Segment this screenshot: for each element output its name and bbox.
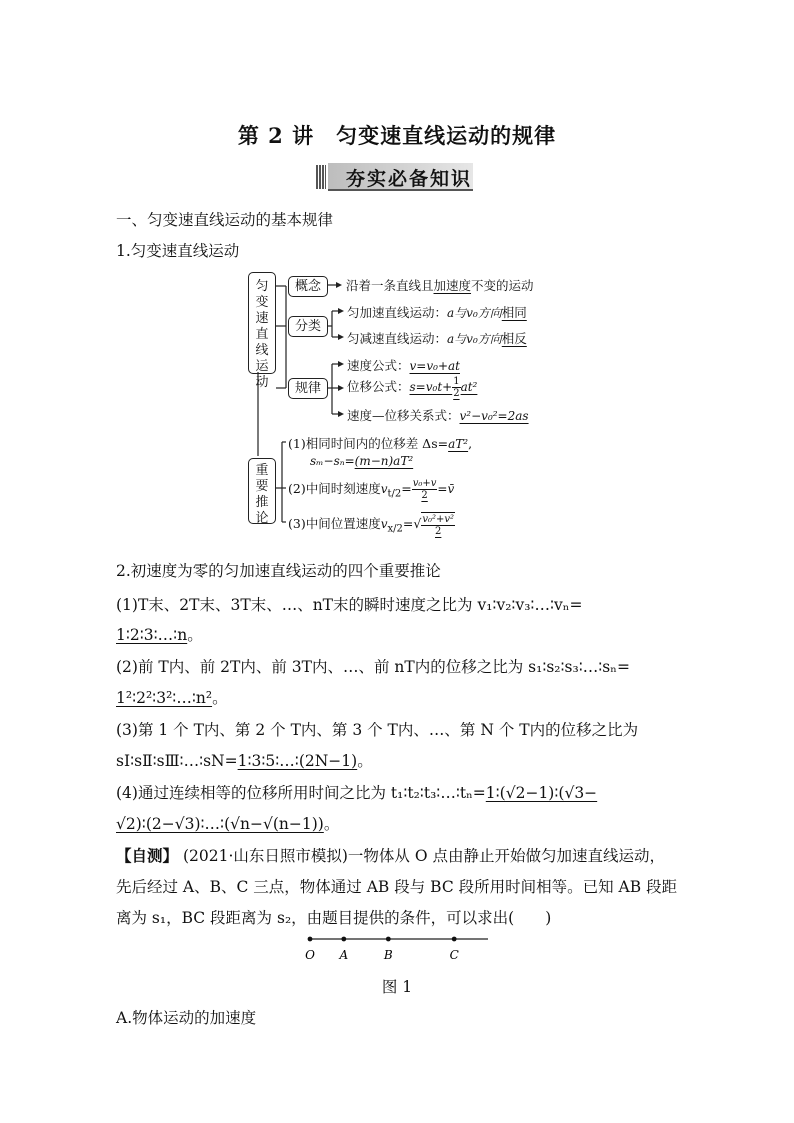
self-test-tag: 【自测】 (116, 846, 179, 865)
inference-3: (3)中间位置速度$v_{x/2}=√$ $\frac{\text{v₀²+v²}}{2}$ (288, 514, 455, 537)
figure-point-a (341, 937, 346, 942)
sqrt-icon: √ (413, 516, 422, 531)
figure-point-c (452, 937, 457, 942)
point1-line1: (1)T末、2T末、3T末、…、nT末的瞬时速度之比为 v₁∶v₂∶v₃∶…∶vₙ= (116, 596, 583, 614)
page-title: 第 2 讲 匀变速直线运动的规律 (237, 123, 557, 148)
inference-1-line2: sₘ−sₙ=(m−n)aT² (310, 454, 414, 468)
inference-2-frac: $\frac{\text{v₀+v}}{2}$ (412, 478, 437, 501)
self-test-line1: 【自测】 (2021·山东日照市模拟)一物体从 O 点由静止开始做匀加速直线运动， (116, 846, 665, 865)
figure-1 (300, 932, 496, 966)
banner-stripes (316, 165, 326, 189)
law-box: 规律 (288, 378, 328, 399)
point3-line2: sⅠ∶sⅡ∶sⅢ∶…∶sN=1∶3∶5∶…∶(2N−1)。 (116, 752, 373, 770)
inference-box (248, 458, 276, 524)
law-displacement-frac: $\frac{1}{2}$ (453, 376, 460, 399)
concept-map (246, 270, 556, 537)
figure-label-b: B (383, 948, 393, 962)
point1-line2: 1∶2∶3∶…∶n。 (116, 626, 203, 644)
root-box (248, 272, 276, 390)
self-test-line3: 离为 s₁，BC 段距离为 s₂，由题目提供的条件，可以求出( ) (116, 909, 552, 927)
figure-label-a: A (339, 948, 349, 962)
figure-caption: 图 1 (381, 978, 413, 996)
figure-point-b (386, 937, 391, 942)
law-displacement: 位移公式：s=v₀t+ $\frac{1}{2}$ at² (347, 376, 478, 399)
banner-box (328, 163, 473, 191)
section-heading: 一、匀变速直线运动的基本规律 (116, 211, 334, 229)
figure-label-c: C (449, 948, 459, 962)
point3-line1: (3)第 1 个 T内、第 2 个 T内、第 3 个 T内、…、第 N 个 T内的位移之比为 (116, 721, 639, 739)
class-dec-text: 匀减速直线运动：a与v₀方向相反 (347, 331, 527, 346)
banner-text: 夯实必备知识 (346, 168, 473, 190)
figure-label-o: O (305, 948, 315, 962)
inference-3-frac: $\frac{\text{v₀²+v²}}{2}$ (422, 514, 455, 537)
figure-point-o (308, 937, 313, 942)
option-a: A.物体运动的加速度 (116, 1009, 257, 1027)
self-test-line2: 先后经过 A、B、C 三点，物体通过 AB 段与 BC 段所用时间相等。已知 AB 段距 (116, 878, 678, 896)
figure-1-svg (300, 932, 496, 966)
law-velocity-displacement: 速度—位移关系式：v²−v₀²=2as (347, 408, 529, 423)
point2-line1: (2)前 T内、前 2T内、前 3T内、…、前 nT内的位移之比为 s₁∶s₂∶s₃∶…∶sₙ= (116, 658, 630, 676)
point2-line2: 1²∶2²∶3²∶…∶n²。 (116, 689, 228, 707)
inference-1: (1)相同时间内的位移差 Δs=aT², (288, 436, 473, 451)
class-box: 分类 (288, 316, 328, 337)
item1-heading: 1.匀变速直线运动 (116, 242, 240, 260)
law-velocity: 速度公式：v=v₀+at (347, 358, 460, 373)
concept-text: 沿着一条直线且加速度不变的运动 (346, 278, 534, 293)
inference-label: 重要推论 (255, 463, 269, 526)
section-banner (316, 163, 474, 191)
item2-heading: 2.初速度为零的匀加速直线运动的四个重要推论 (116, 562, 441, 580)
class-acc-text: 匀加速直线运动：a与v₀方向相同 (347, 305, 527, 320)
concept-box: 概念 (288, 276, 328, 297)
inference-2: (2)中间时刻速度$v_{t/2}=$ $\frac{\text{v₀+v}}{2}$ =v̄ (288, 478, 455, 501)
root-label: 匀变速直线运动 (255, 279, 269, 390)
point4-line1: (4)通过连续相等的位移所用时间之比为 t₁∶t₂∶t₃∶…∶tₙ=1∶(√2−1)∶(√3− (116, 784, 598, 802)
point4-line2: √2)∶(2−√3)∶…∶(√n−√(n−1))。 (116, 815, 340, 833)
